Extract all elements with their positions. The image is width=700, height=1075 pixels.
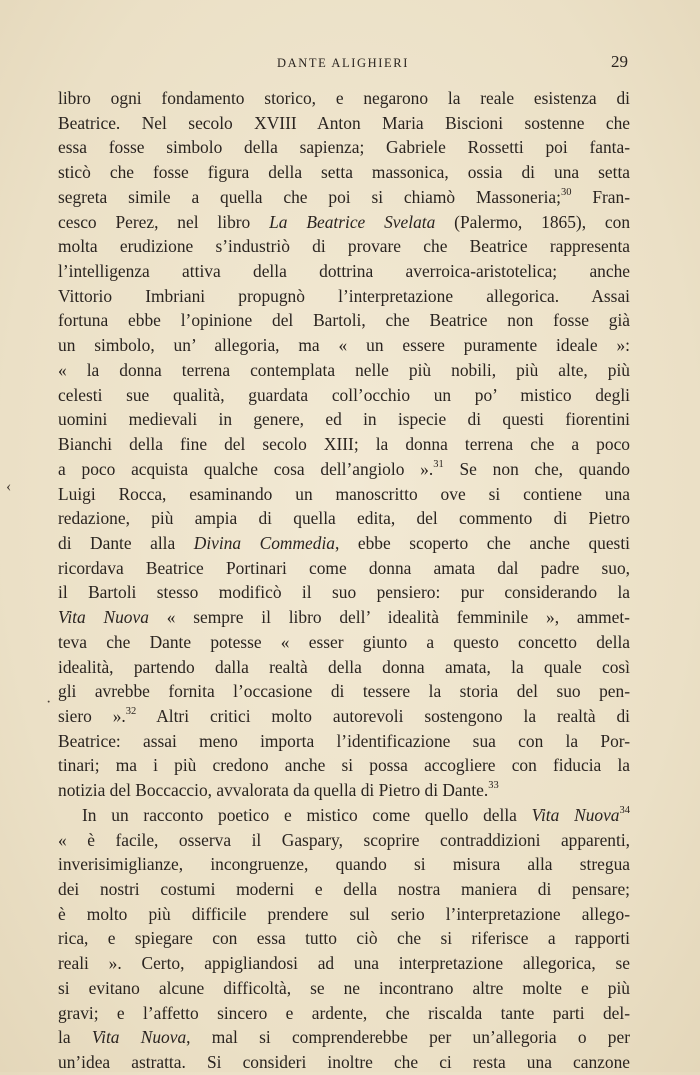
text-line: di Dante alla Divina Commedia, ebbe scoperto che anche questi [58, 532, 630, 553]
text-line: essa fosse simbolo della sapienza; Gabriele Rossetti poi fanta- [58, 137, 630, 158]
text-line: segreta simile a quella che poi si chiamò Massoneria;$^{30}$ Fran- [58, 186, 630, 207]
footnote-ref: 31 [433, 458, 444, 470]
text-line: è molto più difficile prendere sul serio l’interpretazione allego- [58, 903, 630, 924]
book-title: La Beatrice Svelata [269, 211, 436, 232]
text-line: idealità, partendo dalla realtà della donna amata, la quale così [58, 656, 630, 677]
text-line: la Vita Nuova, mal si comprenderebbe per un’allegoria o per [58, 1027, 630, 1048]
book-title: Vita Nuova [91, 1027, 187, 1048]
text-line: notizia del Boccaccio, avvalorata da quella di Pietro di Dante.$^{33}$ [58, 780, 499, 801]
text-line: cesco Perez, nel libro La Beatrice Svelata (Palermo, 1865), con [58, 211, 631, 232]
running-head [58, 52, 628, 74]
text-line: uomini medievali in genere, ed in ispecie di questi fiorentini [58, 409, 630, 430]
margin-mark: ‹ [6, 478, 12, 495]
text-line: Beatrice. Nel secolo XVIII Anton Maria Biscioni sostenne che [58, 112, 630, 133]
page-number: 29 [611, 52, 628, 71]
text-line: a poco acquista qualche cosa dell’angiolo ».$^{31}$ Se non che, quando [58, 458, 631, 479]
book-title: Vita Nuova [58, 607, 149, 628]
text-line: In un racconto poetico e mistico come quello della Vita Nuova$^{34}$ [82, 804, 630, 825]
text-line: celesti sue qualità, guardata coll’occhio un po’ mistico degli [58, 384, 630, 405]
text-line: un’idea astratta. Si consideri inoltre che ci resta una canzone [58, 1052, 630, 1073]
text-line: l’intelligenza attiva della dottrina averroica-aristotelica; anche [58, 261, 630, 282]
text-line: Bianchi della fine del secolo XIII; la donna terrena che a poco [58, 434, 630, 455]
margin-dot: · [46, 694, 52, 711]
book-title: Vita Nuova [531, 804, 620, 825]
text-line: Vita Nuova « sempre il libro dell’ idealità femminile », ammet- [58, 607, 630, 628]
text-line: rica, e spiegare con essa tutto ciò che si riferisce a rapporti [58, 928, 630, 949]
text-line: il Bartoli stesso modificò il suo pensiero: pur considerando la [58, 582, 630, 603]
body-text [58, 86, 630, 1075]
footnote-ref: 34 [619, 805, 630, 817]
text-line: Vittorio Imbriani propugnò l’interpretazione allegorica. Assai [58, 285, 630, 306]
text-line: tinari; ma i più credono anche si possa accogliere con fiducia la [58, 755, 630, 776]
text-line: Beatrice: assai meno importa l’identificazione sua con la Por- [58, 730, 630, 751]
text-line: « è facile, osserva il Gaspary, scoprire contraddizioni apparenti, [58, 829, 630, 850]
text-line: gravi; e l’affetto sincero e ardente, che riscalda tante parti del- [58, 1002, 630, 1023]
text-line: siero ».$^{32}$ Altri critici molto autorevoli sostengono la realtà di [58, 705, 630, 726]
text-line: gli avrebbe fornita l’occasione di tessere la storia del suo pen- [58, 681, 630, 702]
text-line: si evitano alcune difficoltà, se ne incontrano altre molte e più [58, 977, 630, 998]
footnote-ref: 33 [488, 780, 499, 792]
text-line: reali ». Certo, appigliandosi ad una interpretazione allegorica, se [58, 953, 630, 974]
book-title: Divina Commedia [193, 532, 335, 553]
text-line: « la donna terrena contemplata nelle più nobili, più alte, più [58, 359, 630, 380]
text-line: ricordava Beatrice Portinari come donna amata dal padre suo, [58, 557, 630, 578]
text-line: libro ogni fondamento storico, e negarono la reale esistenza di [58, 88, 630, 108]
text-line: redazione, più ampia di quella edita, del commento di Pietro [58, 508, 630, 529]
text-line: sticò che fosse figura della setta massonica, ossia di una setta [58, 162, 630, 183]
text-line: inverisimiglianze, incongruenze, quando si misura alla stregua [58, 854, 630, 875]
text-line: fortuna ebbe l’opinione del Bartoli, che Beatrice non fosse già [58, 310, 630, 331]
text-line: teva che Dante potesse « esser giunto a questo concetto della [58, 631, 630, 652]
footnote-ref: 30 [560, 187, 572, 199]
text-line: Luigi Rocca, esaminando un manoscritto ove si contiene una [58, 483, 630, 504]
footnote-ref: 32 [125, 706, 137, 718]
text-line: molta erudizione s’industriò di provare che Beatrice rappresenta [58, 236, 630, 257]
text-line: un simbolo, un’ allegoria, ma « un essere puramente ideale »: [58, 335, 630, 356]
text-line: dei nostri costumi moderni e della nostra maniera di pensare; [58, 879, 630, 899]
running-title: DANTE ALIGHIERI [277, 56, 409, 70]
